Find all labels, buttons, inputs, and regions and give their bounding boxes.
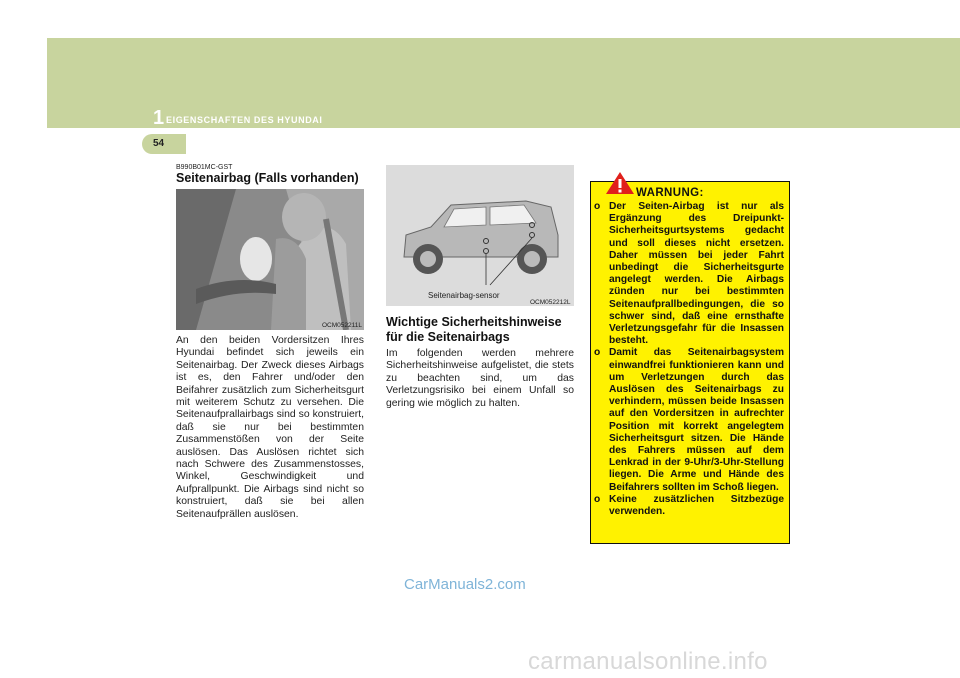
image-code: OCM052211L: [322, 322, 362, 329]
list-item: [594, 201, 784, 347]
car-sensor-diagram: [386, 165, 574, 306]
chapter-number: 1: [153, 107, 165, 129]
footer-watermark: carmanualsonline.info: [528, 648, 768, 675]
side-airbag-photo: [176, 189, 364, 330]
warning-title: WARNUNG:: [636, 187, 704, 199]
warning-list: [594, 201, 784, 518]
site-watermark[interactable]: CarManuals2.com: [404, 576, 526, 593]
chapter-title: EIGENSCHAFTEN DES HYUNDAI: [166, 115, 323, 125]
list-item: [594, 494, 784, 518]
section-code: B990B01MC-GST: [176, 164, 233, 171]
image-code: OCM052212L: [530, 299, 571, 306]
middle-paragraph: Im folgenden werden mehrere Sicherheitshinweise aufgelistet, die stets zu beachten sind, um das Verletzungsrisiko bei einem Unfall so gering wie möglich zu halten.: [386, 348, 574, 409]
bullet: o: [594, 493, 601, 505]
section-heading: Seitenairbag (Falls vorhanden): [176, 171, 359, 185]
warning-item-text: Damit das Seitenairbagsystem einwandfrei funktionieren kann und um Verletzungen durch das Auslösen des Seitenairbags zu verhindern, müssen beide Insassen auf den Vordersitzen in aufrechter Position mit korrekt angelegtem Sicherheitsgurt sitzen. Die Hände des Fahrers müssen auf dem Lenkrad in der 9-Uhr/3-Uhr-Stellung liegen. Die Arme und Hände des Beifahrers sollten im Schoß liegen.: [609, 347, 784, 493]
page-number: 54: [153, 138, 165, 149]
bullet: o: [594, 201, 601, 212]
left-paragraph: An den beiden Vordersitzen Ihres Hyundai befindet sich jeweils ein Seitenairbag. Der Zweck dieses Airbags ist es, den Fahrer und/oder den Beifahrer zusätzlich zum Sicherheitsgurt mit weiterem Schutz zu versehen. Die Seitenaufprallairbags sind so konstruiert, daß sie nur bei bestimmten Zusammenstößen von der Seite auslösen. Das Auslösen richtet sich nach Schwere des Zusammenstosses, Winkel, Geschwindigkeit und Aufprallpunkt. Die Airbags sind nicht so konstruiert, daß sie bei allen Seitenaufprällen auslösen.: [176, 335, 364, 520]
bullet: o: [594, 347, 601, 359]
warning-item-text: Keine zusätzlichen Sitzbezüge verwenden.: [609, 493, 784, 518]
warning-item-text: Der Seiten-Airbag ist nur als Ergänzung des Dreipunkt-Sicherheitsgurtsystems gedacht und soll dieses nicht ersetzen. Daher müssen bei jeder Fahrt unbedingt die Sicherheitsgurte angelegt werden. Die Airbags zünden nur bei bestimmten Seitenaufprallbedingungen, die so schwer sind, daß eine ernsthafte Verletzungsgefahr für die Insassen besteht.: [609, 201, 784, 347]
safety-heading: Wichtige Sicherheitshinweise für die Seitenairbags: [386, 315, 562, 344]
sensor-label: Seitenairbag-sensor: [428, 291, 500, 300]
warning-triangle-icon: [605, 171, 635, 195]
list-item: [594, 347, 784, 493]
